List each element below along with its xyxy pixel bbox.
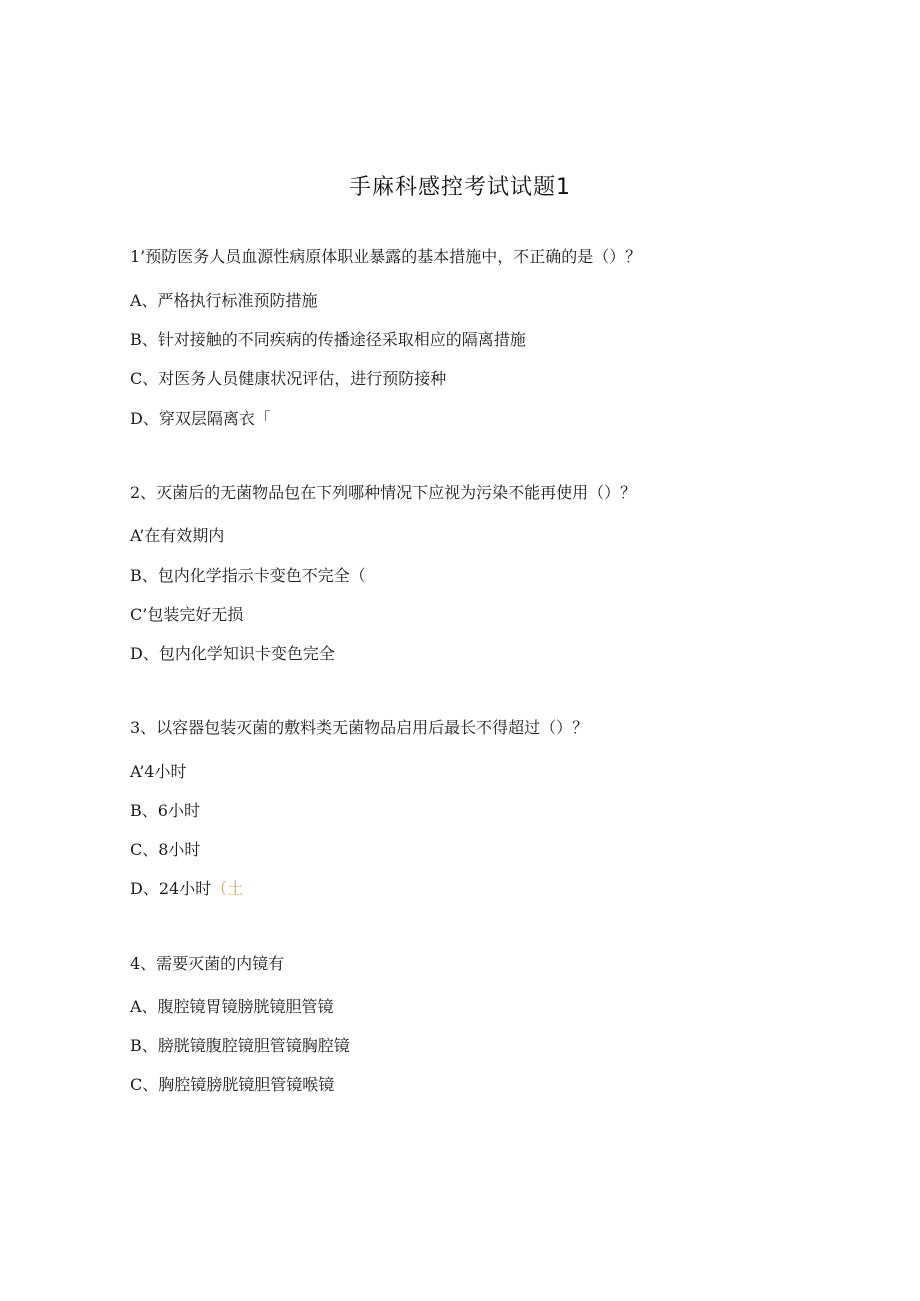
- question-4-option-b: B、膀胱镜腹腔镜胆管镜胸腔镜: [130, 1036, 350, 1055]
- page-title: 手麻科感控考试试题1: [349, 175, 571, 200]
- question-4-stem: 4、需要灭菌的内镜有: [130, 954, 285, 973]
- question-3-option-c: C、8小时: [130, 840, 201, 859]
- question-3-option-b: B、6小时: [130, 801, 200, 820]
- question-2-option-b: B、包内化学指示卡变色不完全（: [130, 566, 366, 585]
- question-3-option-d-text: D、24小时: [130, 879, 212, 898]
- question-4-option-c: C、胸腔镜膀胱镜胆管镜喉镜: [130, 1075, 335, 1094]
- question-3-stem: 3、以容器包装灭菌的敷料类无菌物品启用后最长不得超过（）？: [130, 718, 589, 737]
- question-3-option-a: A’4小时: [130, 762, 187, 781]
- question-4-option-a: A、腹腔镜胃镜膀胱镜胆管镜: [130, 997, 334, 1016]
- question-3-option-d: [130, 878, 243, 900]
- question-2-option-d: D、包内化学知识卡变色完全: [130, 644, 335, 663]
- question-1-option-c: C、对医务人员健康状况评估，进行预防接种: [130, 369, 447, 388]
- question-2-option-a: A’在有效期内: [130, 526, 225, 545]
- question-1-option-d: D、穿双层隔离衣「: [130, 409, 271, 428]
- question-2-stem: 2、灭菌后的无菌物品包在下列哪种情况下应视为污染不能再使用（）？: [130, 483, 637, 502]
- question-1-option-b: B、针对接触的不同疾病的传播途径采取相应的隔离措施: [130, 330, 526, 349]
- answer-mark: （土: [211, 879, 244, 898]
- question-1-option-a: A、严格执行标准预防措施: [130, 291, 318, 310]
- question-1-stem: 1’预防医务人员血源性病原体职业暴露的基本措施中，不正确的是（）？: [130, 247, 642, 266]
- question-2-option-c: C’包装完好无损: [130, 605, 244, 624]
